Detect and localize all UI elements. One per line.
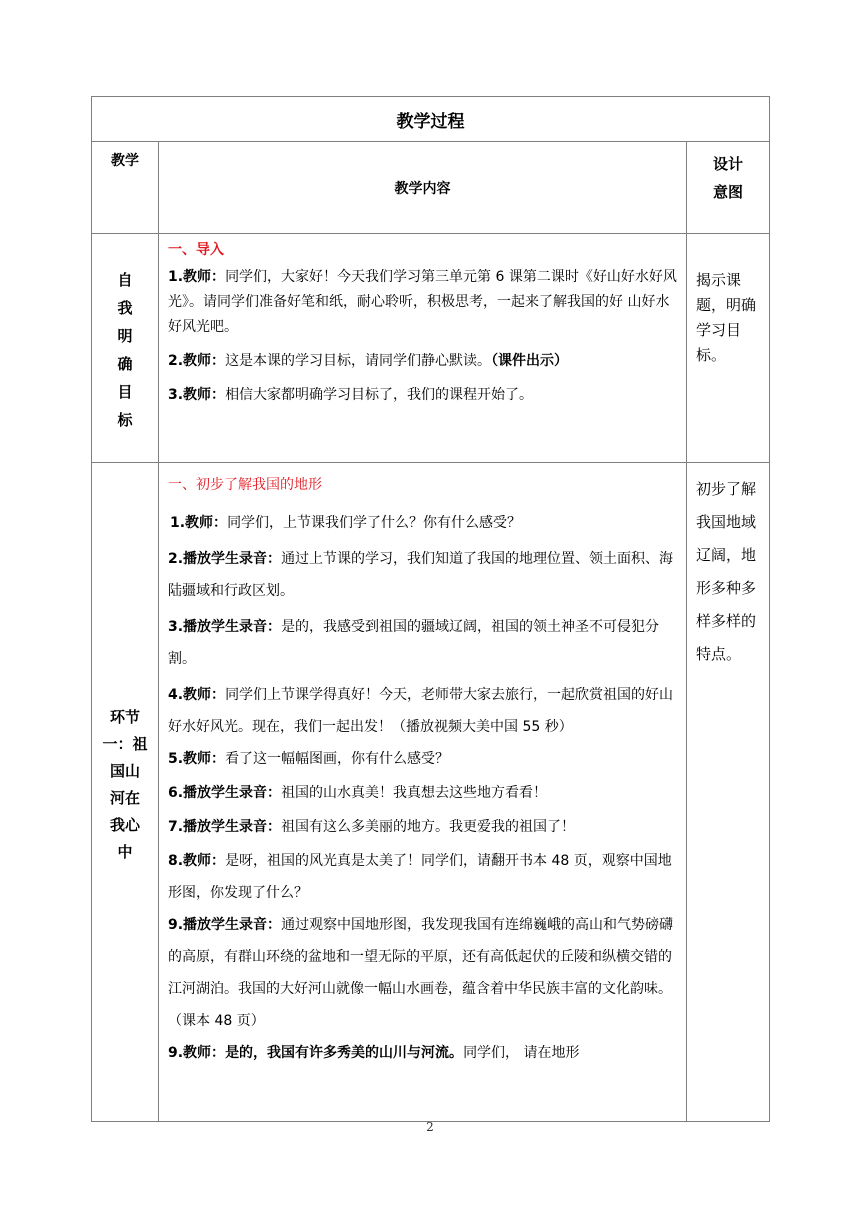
- section2-label: [92, 463, 159, 1122]
- item-text: 相信大家都明确学习目标了，我们的课程开始了。: [225, 387, 534, 403]
- item-prefix: 3.播放学生录音：: [168, 619, 282, 635]
- item-bold-suffix: （课件出示）: [491, 353, 569, 369]
- section2-item: [168, 543, 680, 607]
- section2-item: [168, 811, 680, 843]
- item-bold-text: 是的，我国有许多秀美的山川与河流。: [225, 1045, 464, 1061]
- section2-item: [168, 777, 680, 809]
- section1-item: [168, 265, 678, 340]
- section1-item: [168, 383, 678, 408]
- header-design-intent: [687, 142, 770, 234]
- item-prefix: 1.教师：: [170, 515, 228, 531]
- table-title: 教学过程: [92, 97, 770, 142]
- item-text: 是的，我感受到祖国的疆域辽阔，祖国的领土神圣不可侵犯分割。: [168, 619, 660, 667]
- section2-item: [168, 909, 680, 1037]
- item-prefix: 2.播放学生录音：: [168, 551, 282, 567]
- section2-heading: 一、初步了解我国的地形: [168, 477, 322, 493]
- section1-label-char: 我: [117, 299, 133, 317]
- item-text: 祖国有这么多美丽的地方。我更爱我的祖国了！: [281, 819, 576, 835]
- item-prefix: 9.播放学生录音：: [168, 917, 282, 933]
- header-content: 教学内容: [159, 142, 687, 234]
- section2-item: [168, 679, 680, 743]
- header-teaching: 教学: [92, 142, 159, 234]
- section1-heading: 一、导入: [168, 242, 224, 258]
- item-prefix: 8.教师：: [168, 853, 226, 869]
- section1-label: [92, 234, 159, 463]
- section1-label-char: 确: [117, 355, 133, 373]
- section1-label-char: 标: [117, 411, 133, 429]
- section2-label-line: 一：祖: [102, 735, 148, 753]
- section2-label-line: 河在: [109, 789, 140, 807]
- section1-label-char: 目: [117, 383, 133, 401]
- page-number: 2: [426, 1120, 434, 1134]
- header-design-intent-line2: 意图: [712, 183, 743, 201]
- item-text: 是呀，祖国的风光真是太美了！同学们，请翻开书本 48 页，观察中国地形图，你发现了什么？: [168, 853, 672, 901]
- section2-content: [159, 463, 687, 1122]
- section1-label-char: 自: [117, 271, 133, 289]
- item-prefix: 2.教师：: [168, 353, 226, 369]
- section2-label-line: 中: [117, 843, 133, 861]
- section1-label-char: 明: [117, 327, 133, 345]
- section2-item: [168, 1037, 680, 1069]
- item-text: 通过上节课的学习，我们知道了我国的地理位置、领土面积、海陆疆域和行政区划。: [168, 551, 674, 599]
- section1-item: [168, 349, 678, 374]
- item-text: 同学们， 请在地形: [463, 1045, 580, 1061]
- item-text: 同学们，上节课我们学了什么？你有什么感受？: [227, 515, 522, 531]
- item-prefix: 6.播放学生录音：: [168, 785, 282, 801]
- item-prefix: 3.教师：: [168, 387, 226, 403]
- item-prefix: 1.教师：: [168, 269, 226, 285]
- section2-item: [168, 507, 680, 539]
- item-text: 这是本课的学习目标，请同学们静心默读。: [225, 353, 492, 369]
- section2-label-line: 环节: [109, 708, 140, 726]
- section2-item: [168, 743, 680, 775]
- section2-label-line: 我心: [109, 816, 140, 834]
- item-text: 同学们上节课学得真好！今天，老师带大家去旅行，一起欣赏祖国的好山好水好风光。现在，我们一起出发！（播放视频大美中国 55 秒）: [168, 687, 674, 735]
- item-prefix: 5.教师：: [168, 751, 226, 767]
- section2-label-line: 国山: [109, 762, 140, 780]
- item-text: 祖国的山水真美！我真想去这些地方看看！: [281, 785, 548, 801]
- section1-intent: 揭示课题，明确学习目标。: [687, 234, 770, 463]
- item-text: 通过观察中国地形图，我发现我国有连绵巍峨的高山和气势磅礴的高原，有群山环绕的盆地和一望无际的平原，还有高低起伏的丘陵和纵横交错的江河湖泊。我国的大好河山就像一幅山水画卷，蕴含着中华民族丰富的文化韵味。（课本 48 页）: [168, 917, 674, 1029]
- header-design-intent-line1: 设计: [712, 155, 743, 173]
- item-prefix: 9.教师：: [168, 1045, 226, 1061]
- teaching-process-table: [91, 96, 770, 1122]
- item-prefix: 7.播放学生录音：: [168, 819, 282, 835]
- section1-content: [159, 234, 687, 463]
- section2-item: [168, 845, 680, 909]
- item-prefix: 4.教师：: [168, 687, 226, 703]
- section2-intent: 初步了解我国地域辽阔，地形多种多样多样的特点。: [687, 463, 770, 1122]
- item-text: 同学们，大家好！今天我们学习第三单元第 6 课第二课时《好山好水好风光》。请同学们准备好笔和纸，耐心聆听，积极思考，一起来了解我国的好 山好水好风光吧。: [168, 269, 677, 335]
- item-text: 看了这一幅幅图画，你有什么感受？: [225, 751, 450, 767]
- section2-item: [168, 611, 680, 675]
